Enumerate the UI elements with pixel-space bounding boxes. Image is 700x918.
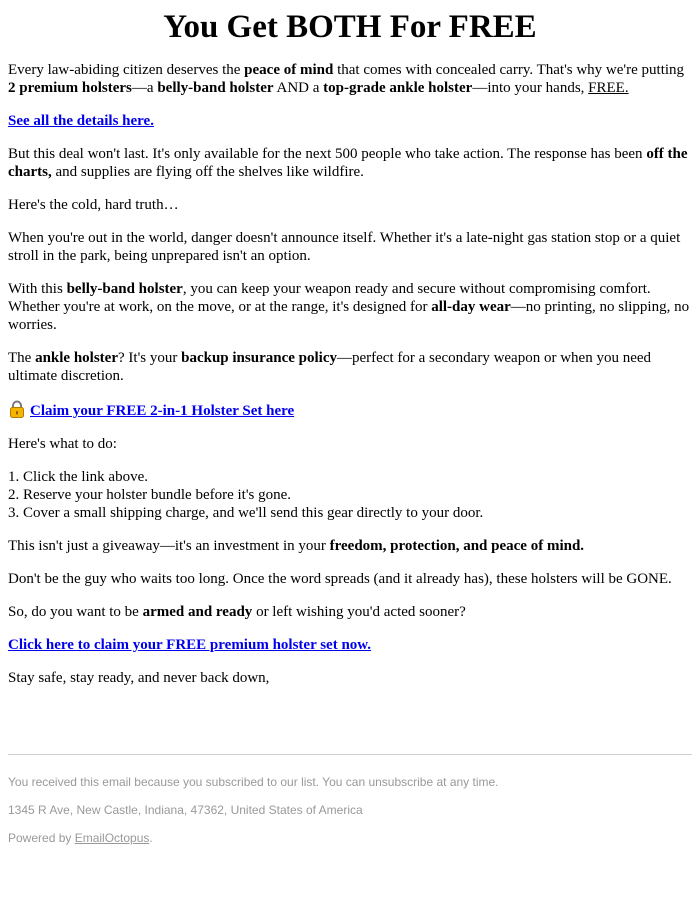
giveaway-text: This isn't just a giveaway—it's an investment in your [8,538,330,554]
claim-holster-link[interactable]: Claim your FREE 2-in-1 Holster Set here [30,403,295,419]
intro-text: Every law-abiding citizen deserves the [8,62,245,78]
intro-paragraph [8,61,692,97]
intro-text: —a [131,80,158,96]
intro-text: —into your hands, [472,80,589,96]
belly-text: —no printing, no slipping, no worries. [8,299,690,333]
ankle-bold: ankle holster [35,350,118,366]
footer-subscribed: You received this email because you subscribed to our list. You can unsubscribe at any time. [8,775,499,789]
ankle-text: —perfect for a secondary weapon or when you need ultimate discretion. [8,350,652,384]
belly-bold: all-day wear [431,299,511,315]
step-item: 1. Click the link above. [8,469,148,485]
intro-text: AND a [273,80,324,96]
intro-text: that comes with concealed carry. That's why we're putting [333,62,685,78]
claim-now-link[interactable]: Click here to claim your FREE premium holster set now. [8,637,372,653]
powered-prefix: Powered by [8,831,75,845]
giveaway-paragraph [8,537,692,555]
email-body [0,8,700,845]
belly-bold: belly-band holster [66,281,183,297]
signoff: Stay safe, stay ready, and never back down, [8,670,270,686]
deal-bold: off the charts, [8,146,688,180]
powered-suffix: . [149,831,153,845]
steps-list [8,468,692,522]
intro-bold: belly-band holster [157,80,274,96]
footer-address: 1345 R Ave, New Castle, Indiana, 47362, United States of America [8,803,363,817]
spacer [8,702,692,754]
belly-text: , you can keep your weapon ready and secure without compromising comfort. Whether you're at work, on the move, or at the range, it's designed for [8,281,651,315]
truth-paragraph: Here's the cold, hard truth… [8,197,179,213]
emailoctopus-link[interactable]: EmailOctopus [74,831,150,845]
question-bold: armed and ready [142,604,253,620]
intro-bold: top-grade ankle holster [323,80,473,96]
what-to-do-paragraph: Here's what to do: [8,436,117,452]
intro-bold: peace of mind [244,62,334,78]
footer-powered [8,831,692,845]
question-paragraph [8,603,692,621]
deal-paragraph [8,145,692,181]
step-item: 2. Reserve your holster bundle before it's gone. [8,487,292,503]
ankle-bold: backup insurance policy [181,350,337,366]
claim-now-paragraph [8,636,692,654]
step-item: 3. Cover a small shipping charge, and we'll send this gear directly to your door. [8,505,484,521]
claim-paragraph [8,400,692,420]
headline: You Get BOTH For FREE [163,9,537,45]
free-underlined: FREE. [588,80,629,96]
belly-band-paragraph [8,280,692,334]
giveaway-bold: freedom, protection, and peace of mind. [329,538,585,554]
details-link[interactable]: See all the details here. [8,113,154,129]
intro-bold: 2 premium holsters [8,80,132,96]
ankle-text: ? It's your [118,350,182,366]
belly-text: With this [8,281,67,297]
ankle-text: The [8,350,36,366]
deal-text: and supplies are flying off the shelves like wildfire. [51,164,364,180]
ankle-paragraph [8,349,692,385]
details-paragraph [8,112,692,130]
lock-icon [8,400,26,418]
dont-wait-paragraph: Don't be the guy who waits too long. Once the word spreads (and it already has), these holsters will be GONE. [8,571,672,587]
footer-divider [8,754,692,755]
deal-text: But this deal won't last. It's only available for the next 500 people who take action. The response has been [8,146,647,162]
question-text: So, do you want to be [8,604,143,620]
question-text: or left wishing you'd acted sooner? [252,604,466,620]
danger-paragraph: When you're out in the world, danger doesn't announce itself. Whether it's a late-night gas station stop or a quiet stroll in the park, being unprepared isn't an option. [8,230,681,264]
